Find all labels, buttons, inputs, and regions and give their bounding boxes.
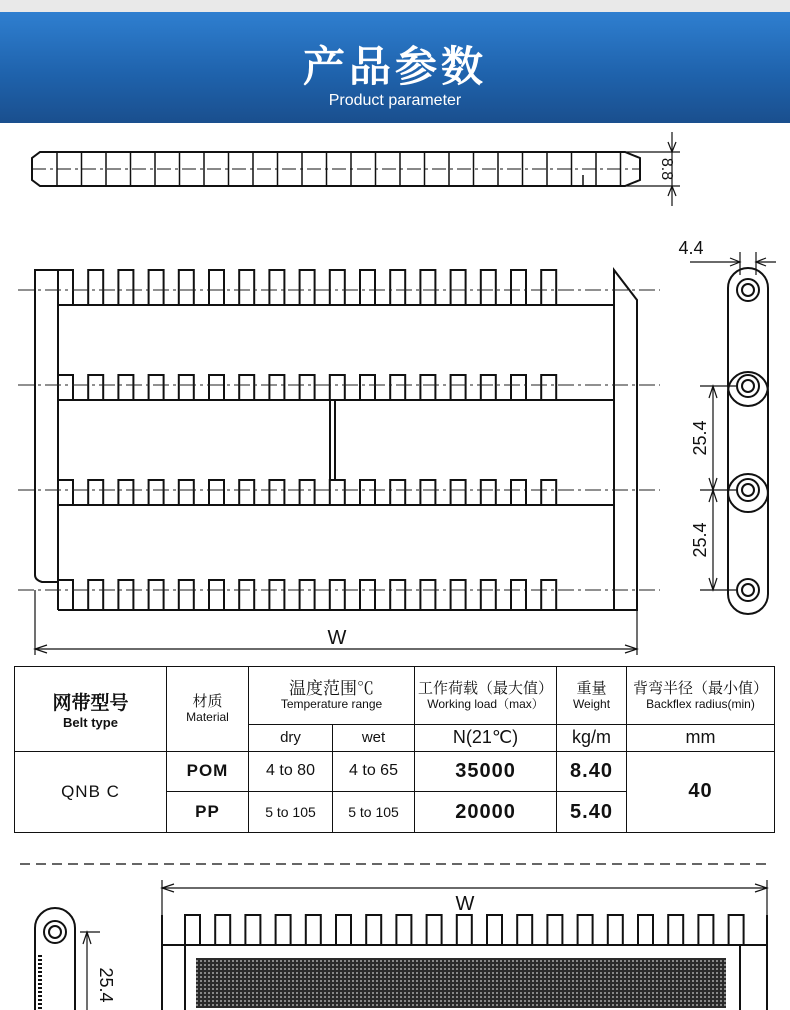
- belt-top-view: [35, 270, 637, 610]
- header-material: 材质 Material: [167, 667, 249, 752]
- bottom-side-view: [35, 908, 100, 1010]
- header-weight: 重量 Weight: [557, 667, 627, 725]
- spec-table: [14, 666, 775, 833]
- pin-dim-label: 4.4: [678, 238, 704, 258]
- table-row: [15, 751, 775, 792]
- width-label: W: [327, 627, 347, 649]
- header-backflex: 背弯半径（最小值） Backflex radius(min): [627, 667, 775, 725]
- dry-temp-value: 4 to 80: [249, 751, 333, 792]
- pitch-dim-label-1: 25.4: [690, 420, 710, 456]
- dry-temp-value: 5 to 105: [249, 792, 333, 833]
- material-value: PP: [167, 792, 249, 833]
- unit-load: N(21℃): [415, 725, 557, 751]
- load-value: 20000: [415, 792, 557, 833]
- pitch-dim-label-bottom: 25.4: [96, 967, 116, 1003]
- header-temperature: 温度范围℃ Temperature range: [249, 667, 415, 725]
- load-value: 35000: [415, 751, 557, 792]
- unit-dry: dry: [249, 725, 333, 751]
- bottom-width-label: W: [455, 893, 475, 915]
- unit-weight: kg/m: [557, 725, 627, 751]
- belt-type-value: QNB C: [15, 751, 167, 832]
- weight-value: 8.40: [557, 751, 627, 792]
- weight-value: 5.40: [557, 792, 627, 833]
- unit-backflex: mm: [627, 725, 775, 751]
- material-value: POM: [167, 751, 249, 792]
- pitch-dim-label-2: 25.4: [690, 522, 710, 558]
- backflex-value: 40: [627, 751, 775, 832]
- header-load: 工作荷载（最大值） Working load（max）: [415, 667, 557, 725]
- unit-wet: wet: [333, 725, 415, 751]
- header-belt-type: 网带型号 Belt type: [15, 667, 167, 752]
- wet-temp-value: 5 to 105: [333, 792, 415, 833]
- page-title: 产品参数: [302, 42, 487, 91]
- side-profile: [32, 152, 640, 186]
- center-lines: [18, 290, 660, 590]
- page-subtitle: Product parameter: [328, 92, 462, 109]
- thickness-label: 8.8: [658, 157, 675, 181]
- wet-temp-value: 4 to 65: [333, 751, 415, 792]
- mesh-surface: [196, 958, 726, 1008]
